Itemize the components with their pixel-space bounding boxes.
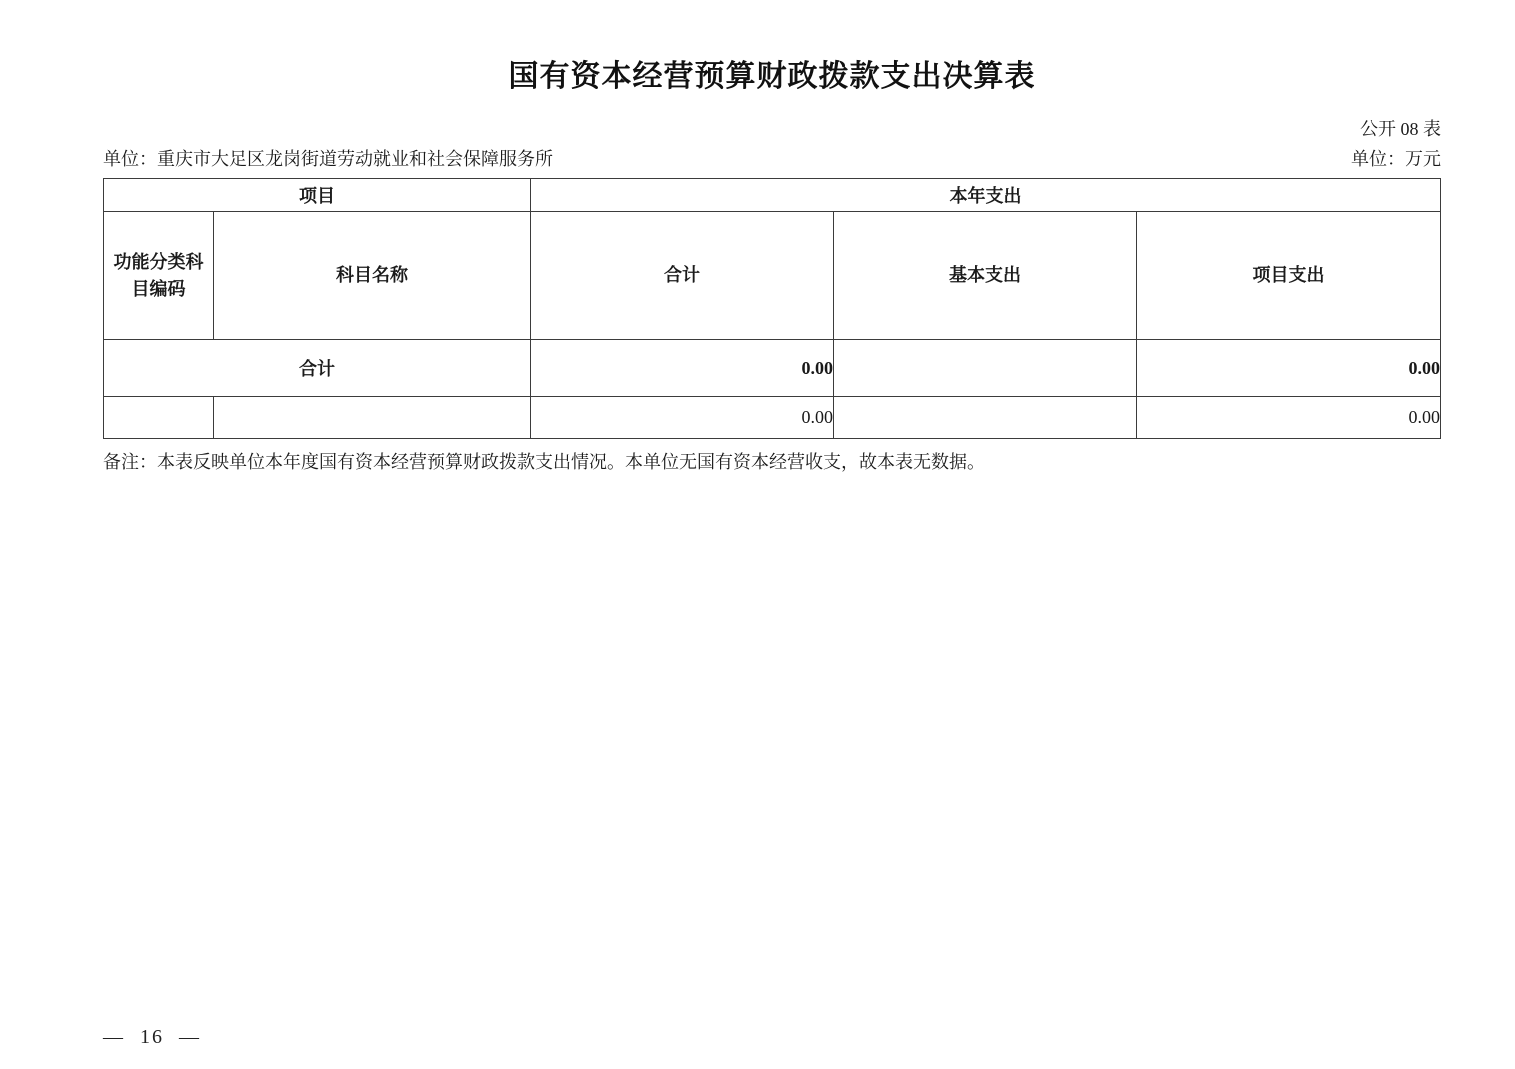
- detail-row-basic-cell: [834, 397, 1137, 439]
- header-project-group: 项目: [104, 179, 531, 212]
- table-row-detail: [104, 397, 1441, 439]
- header-project-expenditure: 项目支出: [1137, 212, 1441, 340]
- header-year-expenditure-group: 本年支出: [531, 179, 1441, 212]
- table-code-label: 公开 08 表: [1360, 119, 1441, 139]
- header-basic-expenditure: 基本支出: [834, 212, 1137, 340]
- total-row-basic-cell: [834, 340, 1137, 397]
- page-number: — 16 —: [103, 1026, 201, 1048]
- detail-row-code-cell: [104, 397, 214, 439]
- table-column-header-row: [104, 212, 1441, 340]
- total-row-total-cell: 0.00: [531, 340, 834, 397]
- expenditure-table: [103, 178, 1441, 439]
- header-function-code: 功能分类科目编码: [104, 212, 214, 340]
- unit-measure-label: 单位：万元: [1351, 149, 1441, 169]
- table-group-header-row: [104, 179, 1441, 212]
- table-footnote: 备注：本表反映单位本年度国有资本经营预算财政拨款支出情况。本单位无国有资本经营收支，故本表无数据。: [103, 452, 985, 472]
- detail-row-project-cell: 0.00: [1137, 397, 1441, 439]
- unit-row: [103, 148, 1441, 170]
- detail-row-subject-cell: [214, 397, 531, 439]
- total-row-subject-cell: 合计: [104, 340, 531, 397]
- header-subject-name: 科目名称: [214, 212, 531, 340]
- document-content: [103, 0, 1441, 474]
- page-title: 国有资本经营预算财政拨款支出决算表: [508, 60, 1036, 93]
- total-row-project-cell: 0.00: [1137, 340, 1441, 397]
- unit-name-label: 单位：重庆市大足区龙岗街道劳动就业和社会保障服务所: [103, 149, 553, 169]
- detail-row-total-cell: 0.00: [531, 397, 834, 439]
- table-row-total: [104, 340, 1441, 397]
- header-total: 合计: [531, 212, 834, 340]
